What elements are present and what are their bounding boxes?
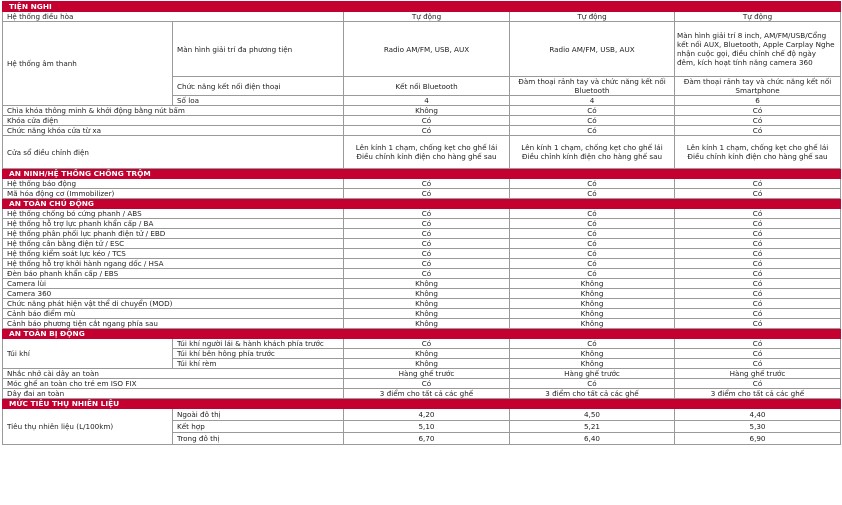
cell-value: Lên kính 1 chạm, chống kẹt cho ghế lái Điều chỉnh kính điện cho hàng ghế sau	[675, 136, 841, 169]
cell-value: 4	[510, 96, 675, 106]
row-label: Hệ thống âm thanh	[3, 22, 173, 106]
cell-value: Có	[510, 269, 675, 279]
row-label: Mã hóa động cơ (Immobilizer)	[3, 189, 344, 199]
cell-value: Có	[675, 179, 841, 189]
cell-value: Màn hình giải trí 8 inch, AM/FM/USB/Cổng kết nối AUX, Bluetooth, Apple Carplay Nghe nhận cuộc gọi, điều chỉnh chế độ ngày đêm, kích hoạt tính năng camera 360	[675, 22, 841, 77]
cell-value: Lên kính 1 chạm, chống kẹt cho ghế lái Điều chỉnh kính điện cho hàng ghế sau	[510, 136, 675, 169]
cell-value: 3 điểm cho tất cả các ghế	[344, 389, 510, 399]
cell-value: Không	[344, 309, 510, 319]
cell-value: Có	[675, 269, 841, 279]
cell-value: 5,21	[510, 421, 675, 433]
cell-value: Không	[510, 279, 675, 289]
row-label: Cửa sổ điều chỉnh điện	[3, 136, 344, 169]
table-row	[3, 249, 841, 259]
table-row	[3, 106, 841, 116]
section-header-an-ninh	[3, 169, 841, 179]
table-row	[3, 339, 841, 349]
row-label: Chức năng khóa cửa từ xa	[3, 126, 344, 136]
table-row	[3, 369, 841, 379]
cell-value: Có	[675, 239, 841, 249]
table-row	[3, 269, 841, 279]
table-row	[3, 409, 841, 421]
cell-value: Có	[344, 116, 510, 126]
row-label: Hệ thống cân bằng điện tử / ESC	[3, 239, 344, 249]
cell-value: Không	[510, 299, 675, 309]
cell-value: Không	[344, 279, 510, 289]
cell-value: 5,30	[675, 421, 841, 433]
cell-value: Không	[344, 349, 510, 359]
cell-value: 6,70	[344, 433, 510, 445]
cell-value: Không	[344, 299, 510, 309]
cell-value: 6,40	[510, 433, 675, 445]
cell-value: 5,10	[344, 421, 510, 433]
cell-value: Có	[344, 249, 510, 259]
cell-value: Có	[344, 229, 510, 239]
row-label: Cảnh báo điểm mù	[3, 309, 344, 319]
cell-value: Có	[675, 189, 841, 199]
row-sublabel: Kết hợp	[173, 421, 344, 433]
cell-value: Có	[510, 189, 675, 199]
cell-value: Có	[510, 126, 675, 136]
table-row	[3, 259, 841, 269]
row-label: Tiêu thụ nhiên liệu (L/100km)	[3, 409, 173, 445]
table-row	[3, 239, 841, 249]
table-row	[3, 289, 841, 299]
row-label: Chìa khóa thông minh & khởi động bằng nút bấm	[3, 106, 344, 116]
cell-value: Có	[675, 379, 841, 389]
cell-value: Có	[675, 209, 841, 219]
cell-value: Có	[510, 209, 675, 219]
row-label: Hệ thống hỗ trợ lực phanh khẩn cấp / BA	[3, 219, 344, 229]
table-row	[3, 179, 841, 189]
cell-value: 4,50	[510, 409, 675, 421]
cell-value: Có	[344, 209, 510, 219]
cell-value: Có	[675, 229, 841, 239]
cell-value: Có	[675, 249, 841, 259]
section-header-an-toan-bi-dong	[3, 329, 841, 339]
cell-value: Radio AM/FM, USB, AUX	[510, 22, 675, 77]
cell-value: Có	[675, 106, 841, 116]
cell-value: Đàm thoại rảnh tay và chức năng kết nối Bluetooth	[510, 77, 675, 96]
cell-value: Có	[675, 126, 841, 136]
row-sublabel: Túi khí bên hông phía trước	[173, 349, 344, 359]
section-header-tien-nghi	[3, 2, 841, 12]
table-row	[3, 12, 841, 22]
table-row	[3, 379, 841, 389]
cell-value: Có	[344, 219, 510, 229]
cell-value: Có	[510, 179, 675, 189]
section-header-an-toan-chu-dong	[3, 199, 841, 209]
cell-value: Đàm thoại rảnh tay và chức năng kết nối Smartphone	[675, 77, 841, 96]
table-row	[3, 126, 841, 136]
cell-value: Có	[510, 116, 675, 126]
cell-value: Có	[675, 339, 841, 349]
row-label: Hệ thống hỗ trợ khởi hành ngang dốc / HSA	[3, 259, 344, 269]
cell-value: Có	[675, 349, 841, 359]
cell-value: Không	[344, 289, 510, 299]
cell-value: Không	[510, 319, 675, 329]
table-row	[3, 116, 841, 126]
row-sublabel: Màn hình giải trí đa phương tiện	[173, 22, 344, 77]
cell-value: Có	[675, 219, 841, 229]
table-row	[3, 209, 841, 219]
row-label: Móc ghế an toàn cho trẻ em ISO FIX	[3, 379, 344, 389]
cell-value: Có	[344, 269, 510, 279]
cell-value: 4,40	[675, 409, 841, 421]
table-row	[3, 189, 841, 199]
cell-value: Có	[510, 106, 675, 116]
table-row	[3, 229, 841, 239]
cell-value: Có	[510, 379, 675, 389]
cell-value: Hàng ghế trước	[510, 369, 675, 379]
section-title: AN NINH/HỆ THỐNG CHỐNG TRỘM	[3, 169, 841, 179]
cell-value: Hàng ghế trước	[344, 369, 510, 379]
table-row	[3, 136, 841, 169]
cell-value: 4,20	[344, 409, 510, 421]
cell-value: Radio AM/FM, USB, AUX	[344, 22, 510, 77]
row-label: Camera lùi	[3, 279, 344, 289]
row-label: Chức năng phát hiện vật thể di chuyển (MOD)	[3, 299, 344, 309]
cell-value: Không	[510, 309, 675, 319]
cell-value: Có	[344, 379, 510, 389]
row-label: Hệ thống báo động	[3, 179, 344, 189]
table-row	[3, 299, 841, 309]
row-sublabel: Túi khí rèm	[173, 359, 344, 369]
cell-value: Có	[344, 189, 510, 199]
table-row	[3, 319, 841, 329]
table-row	[3, 309, 841, 319]
row-label: Đèn báo phanh khẩn cấp / EBS	[3, 269, 344, 279]
table-row	[3, 389, 841, 399]
cell-value: 6	[675, 96, 841, 106]
cell-value: Không	[510, 359, 675, 369]
cell-value: Có	[510, 249, 675, 259]
cell-value: Không	[510, 349, 675, 359]
row-sublabel: Ngoài đô thị	[173, 409, 344, 421]
cell-value: Có	[675, 299, 841, 309]
row-label: Cảnh báo phương tiện cắt ngang phía sau	[3, 319, 344, 329]
table-row	[3, 22, 841, 77]
cell-value: Có	[675, 259, 841, 269]
row-label: Dây đai an toàn	[3, 389, 344, 399]
cell-value: 6,90	[675, 433, 841, 445]
row-label: Khóa cửa điện	[3, 116, 344, 126]
cell-value: Có	[675, 279, 841, 289]
cell-value: Có	[344, 339, 510, 349]
row-label: Túi khí	[3, 339, 173, 369]
cell-value: 4	[344, 96, 510, 106]
cell-value: Có	[510, 239, 675, 249]
row-label: Nhắc nhở cài dây an toàn	[3, 369, 344, 379]
cell-value: Có	[675, 116, 841, 126]
row-label: Camera 360	[3, 289, 344, 299]
row-sublabel: Số loa	[173, 96, 344, 106]
cell-value: Tự động	[675, 12, 841, 22]
cell-value: Hàng ghế trước	[675, 369, 841, 379]
cell-value: Không	[344, 106, 510, 116]
cell-value: Không	[510, 289, 675, 299]
cell-value: Có	[344, 239, 510, 249]
cell-value: Có	[675, 359, 841, 369]
cell-value: Có	[675, 309, 841, 319]
cell-value: Có	[675, 319, 841, 329]
cell-value: Có	[344, 179, 510, 189]
row-sublabel: Chức năng kết nối điện thoại	[173, 77, 344, 96]
table-row	[3, 219, 841, 229]
cell-value: Có	[510, 229, 675, 239]
table-row	[3, 279, 841, 289]
row-label: Hệ thống chống bó cứng phanh / ABS	[3, 209, 344, 219]
cell-value: Không	[344, 359, 510, 369]
cell-value: Có	[510, 219, 675, 229]
section-title: AN TOÀN BỊ ĐỘNG	[3, 329, 841, 339]
cell-value: Tự động	[510, 12, 675, 22]
cell-value: Có	[344, 259, 510, 269]
cell-value: Không	[344, 319, 510, 329]
spec-table	[2, 1, 841, 445]
cell-value: Có	[344, 126, 510, 136]
row-sublabel: Túi khí người lái & hành khách phía trước	[173, 339, 344, 349]
section-title: TIỆN NGHI	[3, 2, 841, 12]
section-title: AN TOÀN CHỦ ĐỘNG	[3, 199, 841, 209]
cell-value: Kết nối Bluetooth	[344, 77, 510, 96]
section-title: MỨC TIÊU THỤ NHIÊN LIỆU	[3, 399, 841, 409]
cell-value: Lên kính 1 chạm, chống kẹt cho ghế lái Điều chỉnh kính điện cho hàng ghế sau	[344, 136, 510, 169]
row-label: Hệ thống điều hòa	[3, 12, 344, 22]
cell-value: Có	[675, 289, 841, 299]
cell-value: Có	[510, 259, 675, 269]
row-label: Hệ thống phân phối lực phanh điện tử / EBD	[3, 229, 344, 239]
cell-value: Có	[510, 339, 675, 349]
row-label: Hệ thống kiểm soát lực kéo / TCS	[3, 249, 344, 259]
cell-value: Tự động	[344, 12, 510, 22]
row-sublabel: Trong đô thị	[173, 433, 344, 445]
cell-value: 3 điểm cho tất cả các ghế	[675, 389, 841, 399]
section-header-nhien-lieu	[3, 399, 841, 409]
cell-value: 3 điểm cho tất cả các ghế	[510, 389, 675, 399]
